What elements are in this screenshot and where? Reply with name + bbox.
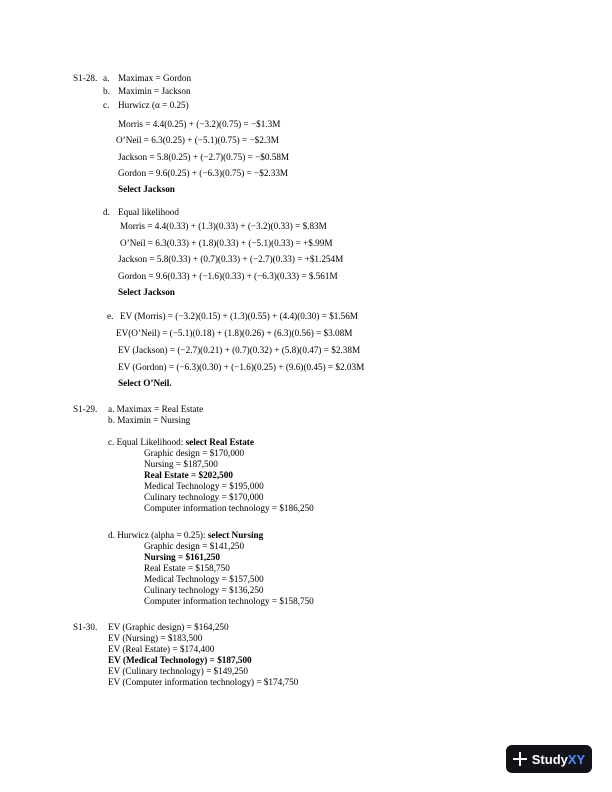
- brand-name: [531, 751, 586, 767]
- equal-likelihood-line: Jackson = 5.8(0.33) + (0.7)(0.33) + (−2.7)(0.33) = +$1.254M: [118, 254, 344, 264]
- equal-likelihood-line: O’Neil = 6.3(0.33) + (1.8)(0.33) + (−5.1)(0.33) = +$.99M: [120, 238, 333, 248]
- hurwicz-heading: [108, 530, 263, 541]
- ev-line: EV (Gordon) = (−6.3)(0.30) + (−1.6)(0.25) + (9.6)(0.45) = $2.03M: [118, 362, 365, 372]
- hurwicz-line: Morris = 4.4(0.25) + (−3.2)(0.75) = −$1.3M: [118, 119, 281, 129]
- hurwicz-line: O’Neil = 6.3(0.25) + (−5.1)(0.75) = −$2.3M: [116, 135, 279, 145]
- option-line: Computer information technology = $158,750: [144, 596, 314, 606]
- select-answer: Select Jackson: [118, 184, 175, 194]
- studyxy-badge[interactable]: [506, 745, 592, 773]
- ev-line: EV (Culinary technology) = $149,250: [108, 666, 248, 676]
- option-line: Computer information technology = $186,250: [144, 503, 314, 513]
- ev-line: EV (Morris) = (−3.2)(0.15) + (1.3)(0.55) + (4.4)(0.30) = $1.56M: [120, 311, 359, 321]
- ev-line: EV (Computer information technology) = $174,750: [108, 677, 299, 687]
- problem-number: S1-30.: [73, 622, 98, 632]
- option-line: Real Estate = $158,750: [144, 563, 230, 573]
- maximin-answer: b. Maximin = Nursing: [108, 415, 191, 425]
- equal-likelihood-heading: [108, 437, 254, 448]
- select-answer: Select Jackson: [118, 287, 175, 297]
- option-line: Culinary technology = $136,250: [144, 585, 264, 595]
- plus-icon: [513, 752, 527, 766]
- brand-main: Study: [531, 751, 568, 767]
- brand-accent: XY: [567, 751, 586, 767]
- problem-number: S1-28.: [73, 73, 98, 83]
- item-marker: d.: [103, 207, 110, 217]
- item-marker: a.: [103, 73, 110, 83]
- heading-text: d. Hurwicz (alpha = 0.25):: [108, 530, 208, 540]
- heading-selection: select Real Estate: [185, 437, 254, 447]
- problem-number: S1-29.: [73, 404, 98, 414]
- heading-text: c. Equal Likelihood:: [108, 437, 186, 447]
- heading-selection: select Nursing: [207, 530, 264, 540]
- option-line: Nursing = $187,500: [144, 459, 218, 469]
- equal-likelihood-line: Gordon = 9.6(0.33) + (−1.6)(0.33) + (−6.3)(0.33) = $.561M: [118, 271, 338, 281]
- ev-line: EV (Graphic design) = $164,250: [108, 622, 229, 632]
- option-line: Graphic design = $141,250: [144, 541, 245, 551]
- maximax-answer: a. Maximax = Real Estate: [108, 404, 204, 414]
- option-line: Culinary technology = $170,000: [144, 492, 264, 502]
- option-line: Graphic design = $170,000: [144, 448, 245, 458]
- equal-likelihood-heading: Equal likelihood: [118, 207, 179, 217]
- ev-line-selected: EV (Medical Technology) = $187,500: [108, 655, 252, 665]
- item-marker: c.: [103, 100, 110, 110]
- option-line: Medical Technology = $195,000: [144, 481, 264, 491]
- hurwicz-line: Gordon = 9.6(0.25) + (−6.3)(0.75) = −$2.33M: [118, 168, 289, 178]
- hurwicz-line: Jackson = 5.8(0.25) + (−2.7)(0.75) = −$0.58M: [118, 152, 290, 162]
- option-line: Medical Technology = $157,500: [144, 574, 264, 584]
- hurwicz-heading: Hurwicz (α = 0.25): [118, 100, 189, 110]
- select-answer: Select O’Neil.: [118, 378, 172, 388]
- equal-likelihood-line: Morris = 4.4(0.33) + (1.3)(0.33) + (−3.2)(0.33) = $.83M: [120, 221, 327, 231]
- ev-line: EV (Real Estate) = $174,400: [108, 644, 215, 654]
- ev-line: EV(O’Neil) = (−5.1)(0.18) + (1.8)(0.26) + (6.3)(0.56) = $3.08M: [116, 328, 353, 338]
- ev-line: EV (Nursing) = $183,500: [108, 633, 203, 643]
- maximax-answer: Maximax = Gordon: [118, 73, 192, 83]
- item-marker: e.: [107, 311, 114, 321]
- option-line-selected: Real Estate = $202,500: [144, 470, 233, 480]
- option-line-selected: Nursing = $161,250: [144, 552, 220, 562]
- maximin-answer: Maximin = Jackson: [118, 86, 191, 96]
- item-marker: b.: [103, 86, 110, 96]
- ev-line: EV (Jackson) = (−2.7)(0.21) + (0.7)(0.32) + (5.8)(0.47) = $2.38M: [118, 345, 361, 355]
